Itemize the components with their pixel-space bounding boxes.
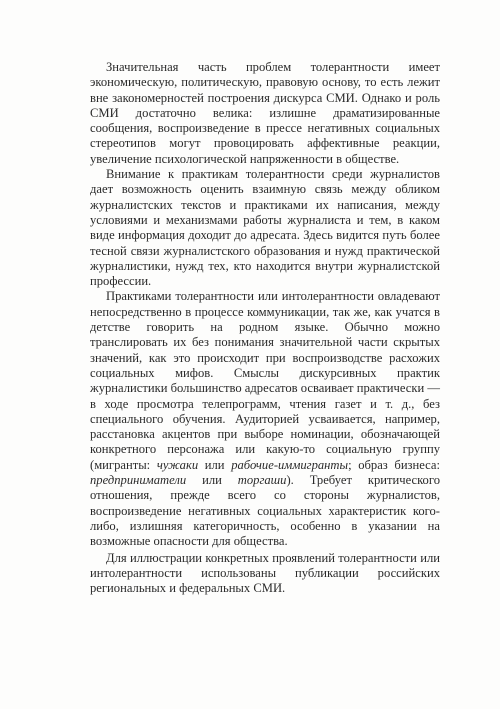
paragraph-text-segment: или (198, 457, 232, 472)
paragraph-text-segment: или (186, 473, 238, 488)
italic-term: чужаки (156, 457, 199, 472)
paragraph-text-segment: ; образ бизнеса: (348, 457, 441, 472)
paragraph-economic-basis: Значительная часть проблем толерантности имеет экономическую, политическую, правовую основу, то есть лежит вне закономерностей построения дискурса СМИ. Однако и роль СМИ достаточно велика: излишне драматизированные сообщения, воспроизведение в прессе негативных социальных стереотипов могут провоцировать аффективные реакции, увеличение психологической напряженности в обществе. (90, 60, 440, 166)
paragraph-illustration: Для иллюстрации конкретных проявлений толерантности или интолерантности использованы публикации российских региональных и федеральных СМИ. (90, 550, 440, 596)
paragraph-communication (90, 289, 440, 549)
body-text (90, 60, 440, 596)
italic-term: торгаши (237, 473, 287, 488)
italic-term: предприниматели (90, 473, 187, 488)
italic-term: рабочие-иммигранты (231, 457, 349, 472)
paragraph-text-segment: Практиками толерантности или интолерантности овладевают непосредственно в процессе коммуникации, так же, как учатся в детстве говорить на родном языке. Обычно можно транслировать их без понимания значительной части скрытых значений, как это происходит при воспроизводстве расхожих социальных мифов. Смыслы дискурсивных практик журналистики большинство адресатов осваивает практически — в ходе просмотра телепрограмм, чтения газет и т. д., без специального обучения. Аудиторией усваивается, например, расстановка акцентов при выборе номинации, обозначающей конкретного персонажа или какую-то социальную группу (мигранты: (90, 289, 440, 472)
paragraph-text-segment: ). Требует критического отношения, прежде всего со стороны журналистов, воспроизведение негативных социальных характеристик кого-либо, излишняя категоричность, особенно в указании на возможные опасности для общества. (90, 473, 441, 549)
paragraph-tolerance-practices: Внимание к практикам толерантности среди журналистов дает возможность оценить взаимную связь между обликом журналистских текстов и практиками их написания, между условиями и механизмами работы журналиста и тем, в каком виде информация доходит до адресата. Здесь видится путь более тесной связи журналистского образования и нужд практической журналистики, нужд тех, кто находится внутри журналистской профессии. (90, 167, 440, 289)
